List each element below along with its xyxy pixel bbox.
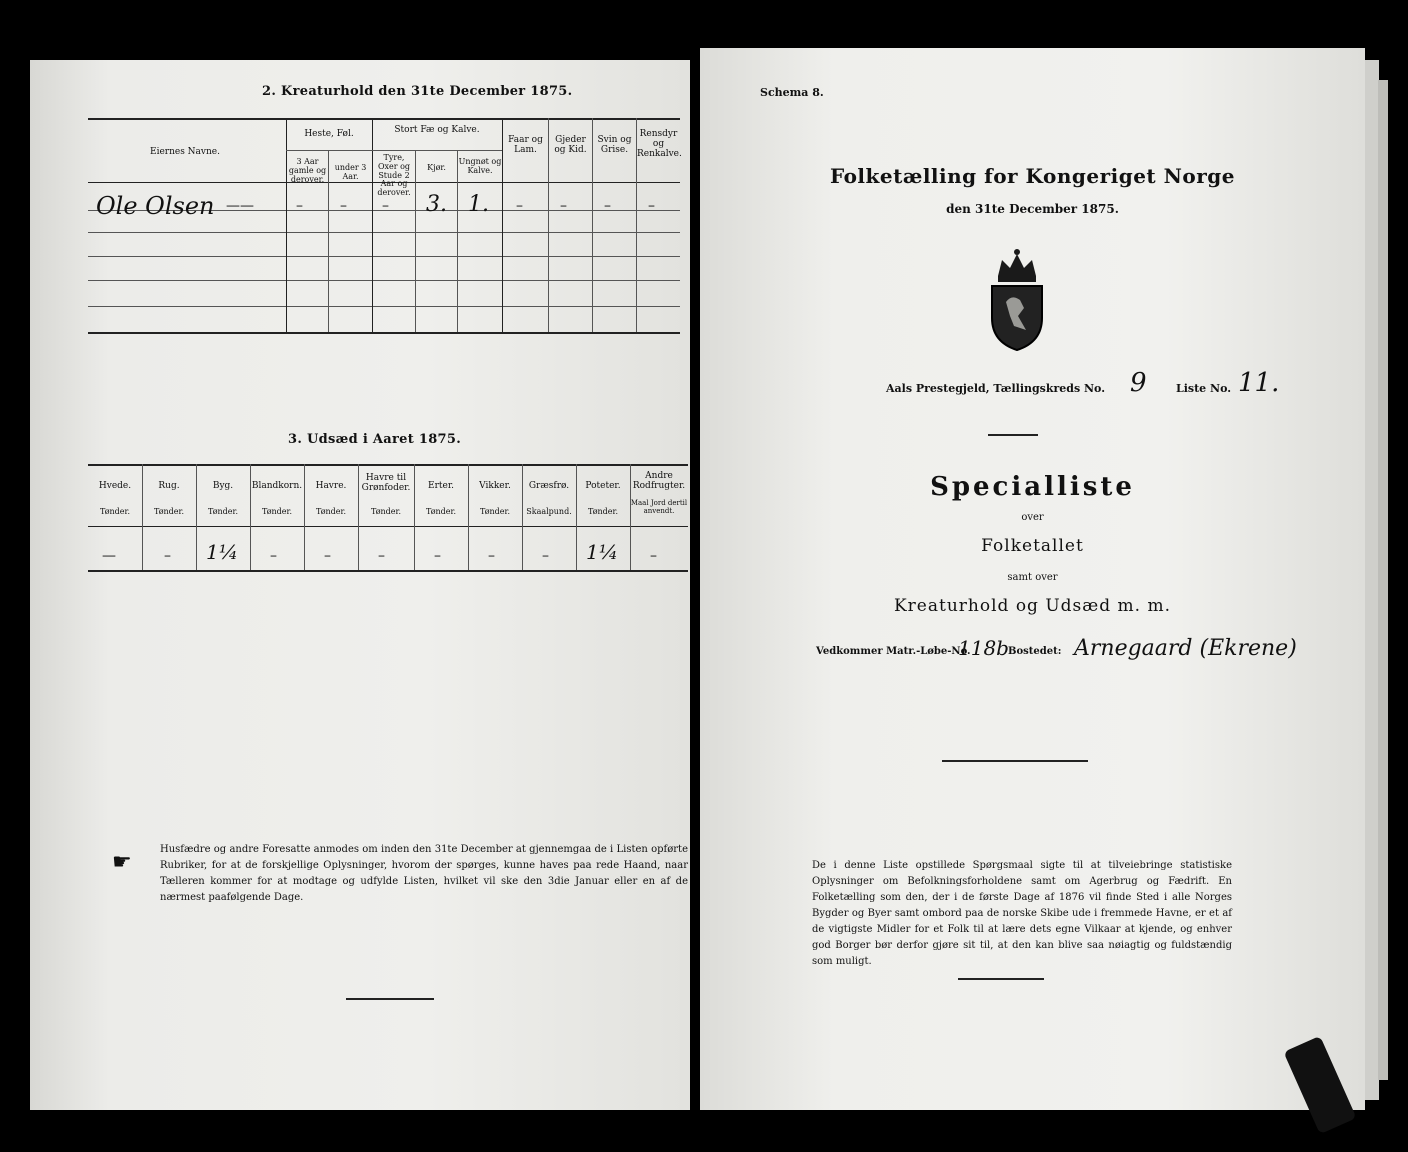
byg-unit: Tønder.	[207, 507, 239, 516]
erter-col: Erter.	[428, 481, 454, 491]
bostedet-label: Bostedet:	[1008, 646, 1062, 657]
census-date: den 31te December 1875.	[946, 202, 1119, 216]
graesfro-col: Græsfrø.	[528, 481, 570, 491]
heste-group-header: Heste, Føl.	[304, 129, 354, 139]
liste-label: Liste No.	[1176, 382, 1232, 395]
schema-label: Schema 8.	[760, 86, 824, 99]
gjeder-col: Gjeder og Kid.	[554, 135, 587, 155]
notice-text: Husfædre og andre Foresatte anmodes om inden den 31te December at gjennemgaa de i Listen opførte Rubriker, for at de forskjellige Oplysninger, hvorom der spørges, kunne haves paa rede Haand, naar Tælleren kommer for at modtage og udfylde Listen, hvilket vil ske den 3die Januar eller en af de nærmest paafølgende Dage.	[160, 844, 688, 903]
havre-gronfoder-col: Havre til Grønfoder.	[361, 473, 411, 493]
svin-col: Svin og Grise.	[597, 135, 632, 155]
heste-col-2: under 3 Aar.	[334, 163, 367, 181]
vikker-col: Vikker.	[479, 481, 511, 491]
owner-name: Ole Olsen	[96, 192, 215, 220]
middle-rule	[942, 760, 1088, 762]
table2-bottom-rule	[88, 332, 680, 334]
rug-col: Rug.	[158, 481, 180, 491]
erter-unit: Tønder.	[425, 507, 457, 516]
liste-number: 11.	[1238, 368, 1280, 398]
andre-rodfrugter-unit: Maal Jord dertil anvendt.	[630, 499, 688, 515]
section3-title: 3. Udsæd i Aaret 1875.	[288, 432, 462, 447]
poteter-col: Poteter.	[585, 481, 621, 491]
main-title: Folketælling for Kongeriget Norge	[829, 164, 1236, 188]
havre-unit: Tønder.	[315, 507, 347, 516]
body-paragraph: De i denne Liste opstillede Spørgsmaal sigte til at tilveiebringe statistiske Oplysninger om Befolkningsforholdene samt om Agerbrug og Fædrift. En Folketælling som den, der i de første Dage af 1876 vil finde Sted i alle Norges Bygder og Byer samt ombord paa de norske Skibe ude i fremmede Havne, er et af de vigtigste Midler for et Folk til at lære dets egne Vilkaar at kjende, og enhver god Borger bør derfor gjøre sit til, at den kan blive saa nøiagtig og fuldstændig som muligt.	[812, 860, 1232, 967]
ungnot-value: 1.	[468, 192, 489, 217]
section2-title: 2. Kreaturhold den 31te December 1875.	[262, 84, 573, 99]
matr-value: 118b	[958, 636, 1009, 660]
samt-over-text: samt over	[1007, 572, 1058, 583]
table3-top-rule	[88, 464, 688, 466]
rug-unit: Tønder.	[153, 507, 185, 516]
heste-col-1: 3 Aar gamle og derover.	[288, 157, 327, 184]
left-end-rule	[346, 998, 434, 1000]
byg-col: Byg.	[212, 481, 234, 491]
hvede-col: Hvede.	[98, 481, 132, 491]
pointing-hand-icon: ☛	[112, 850, 132, 875]
blandkorn-unit: Tønder.	[261, 507, 293, 516]
poteter-unit: Tønder.	[587, 507, 619, 516]
kreaturhold-text: Kreaturhold og Udsæd m. m.	[893, 596, 1171, 616]
faar-col: Faar og Lam.	[508, 135, 543, 155]
specialliste-title: Specialliste	[930, 472, 1135, 502]
matr-label: Vedkommer Matr.-Løbe-No.	[816, 646, 971, 657]
prestegjeld-label: Aals Prestegjeld, Tællingskreds No.	[886, 382, 1106, 395]
havre-col: Havre.	[315, 481, 347, 491]
kreds-number: 9	[1130, 368, 1147, 398]
stort-col-1: Tyre, Oxer og Stude 2 Aar og derover.	[377, 153, 411, 198]
owner-col-header: Eiernes Navne.	[150, 147, 220, 157]
blandkorn-col: Blandkorn.	[251, 481, 303, 491]
coat-of-arms-icon	[982, 246, 1052, 352]
vikker-unit: Tønder.	[479, 507, 511, 516]
stort-col-2: Kjør.	[427, 163, 446, 172]
kjor-value: 3.	[426, 192, 447, 217]
stort-col-3: Ungnøt og Kalve.	[458, 157, 502, 175]
graesfro-unit: Skaalpund.	[526, 507, 572, 516]
havre-gronfoder-unit: Tønder.	[370, 507, 402, 516]
poteter-value: 1¼	[586, 540, 619, 564]
right-end-rule	[958, 978, 1044, 980]
table3-bottom-rule	[88, 570, 688, 572]
byg-value: 1¼	[206, 540, 239, 564]
right-page	[700, 48, 1365, 1110]
rensdyr-col: Rensdyr og Renkalve.	[637, 129, 682, 159]
folketallet-text: Folketallet	[981, 536, 1084, 556]
left-page: 2. Kreaturhold den 31te December 1875. Eiernes Navne. Heste, Føl. 3 Aar gamle og derover. under 3 Aar. Stort Fæ og Kalve. Tyre, Oxer og Stude 2 Aar og derover. Kjør. Ungnøt og Kalve. Faar og Lam. Gjeder og Kid. Svin og Grise. Rensdyr og Renkalve. Ole Olsen —— – – – 3. 1. – – – – 3. Udsæd i Aaret 1875. Hvede. Rug. Byg. Blandkorn. Havre. Havre til Grønfoder. Erter. Vikker. Græsfrø. Poteter. Andre Rodfrugter. Tønder. Tønder. Tønder. Tønder. Tønder. Tønder. Tønder. Tønder. Skaalpund. Tønder. Maal Jord dertil anvendt. — – 1¼ – – – – – – 1¼ – ☛ Husfædre og andre Foresatte anmodes om inden den 31te December at gjennemgaa de i Listen opførte Rubriker, for at de forskjellige Oplysninger, hvorom der spørges, kunne haves paa rede Haand, naar Tælleren kommer for at modtage og udfylde Listen, hvilket vil ske den 3die Januar eller en af de nærmest paafølgende Dage.	[30, 60, 690, 1110]
bostedet-value: Arnegaard (Ekrene)	[1074, 636, 1297, 661]
over-text-1: over	[1021, 512, 1044, 523]
title-divider	[988, 434, 1038, 436]
stort-group-header: Stort Fæ og Kalve.	[394, 125, 480, 135]
hvede-unit: Tønder.	[99, 507, 131, 516]
andre-rodfrugter-col: Andre Rodfrugter.	[632, 471, 686, 491]
